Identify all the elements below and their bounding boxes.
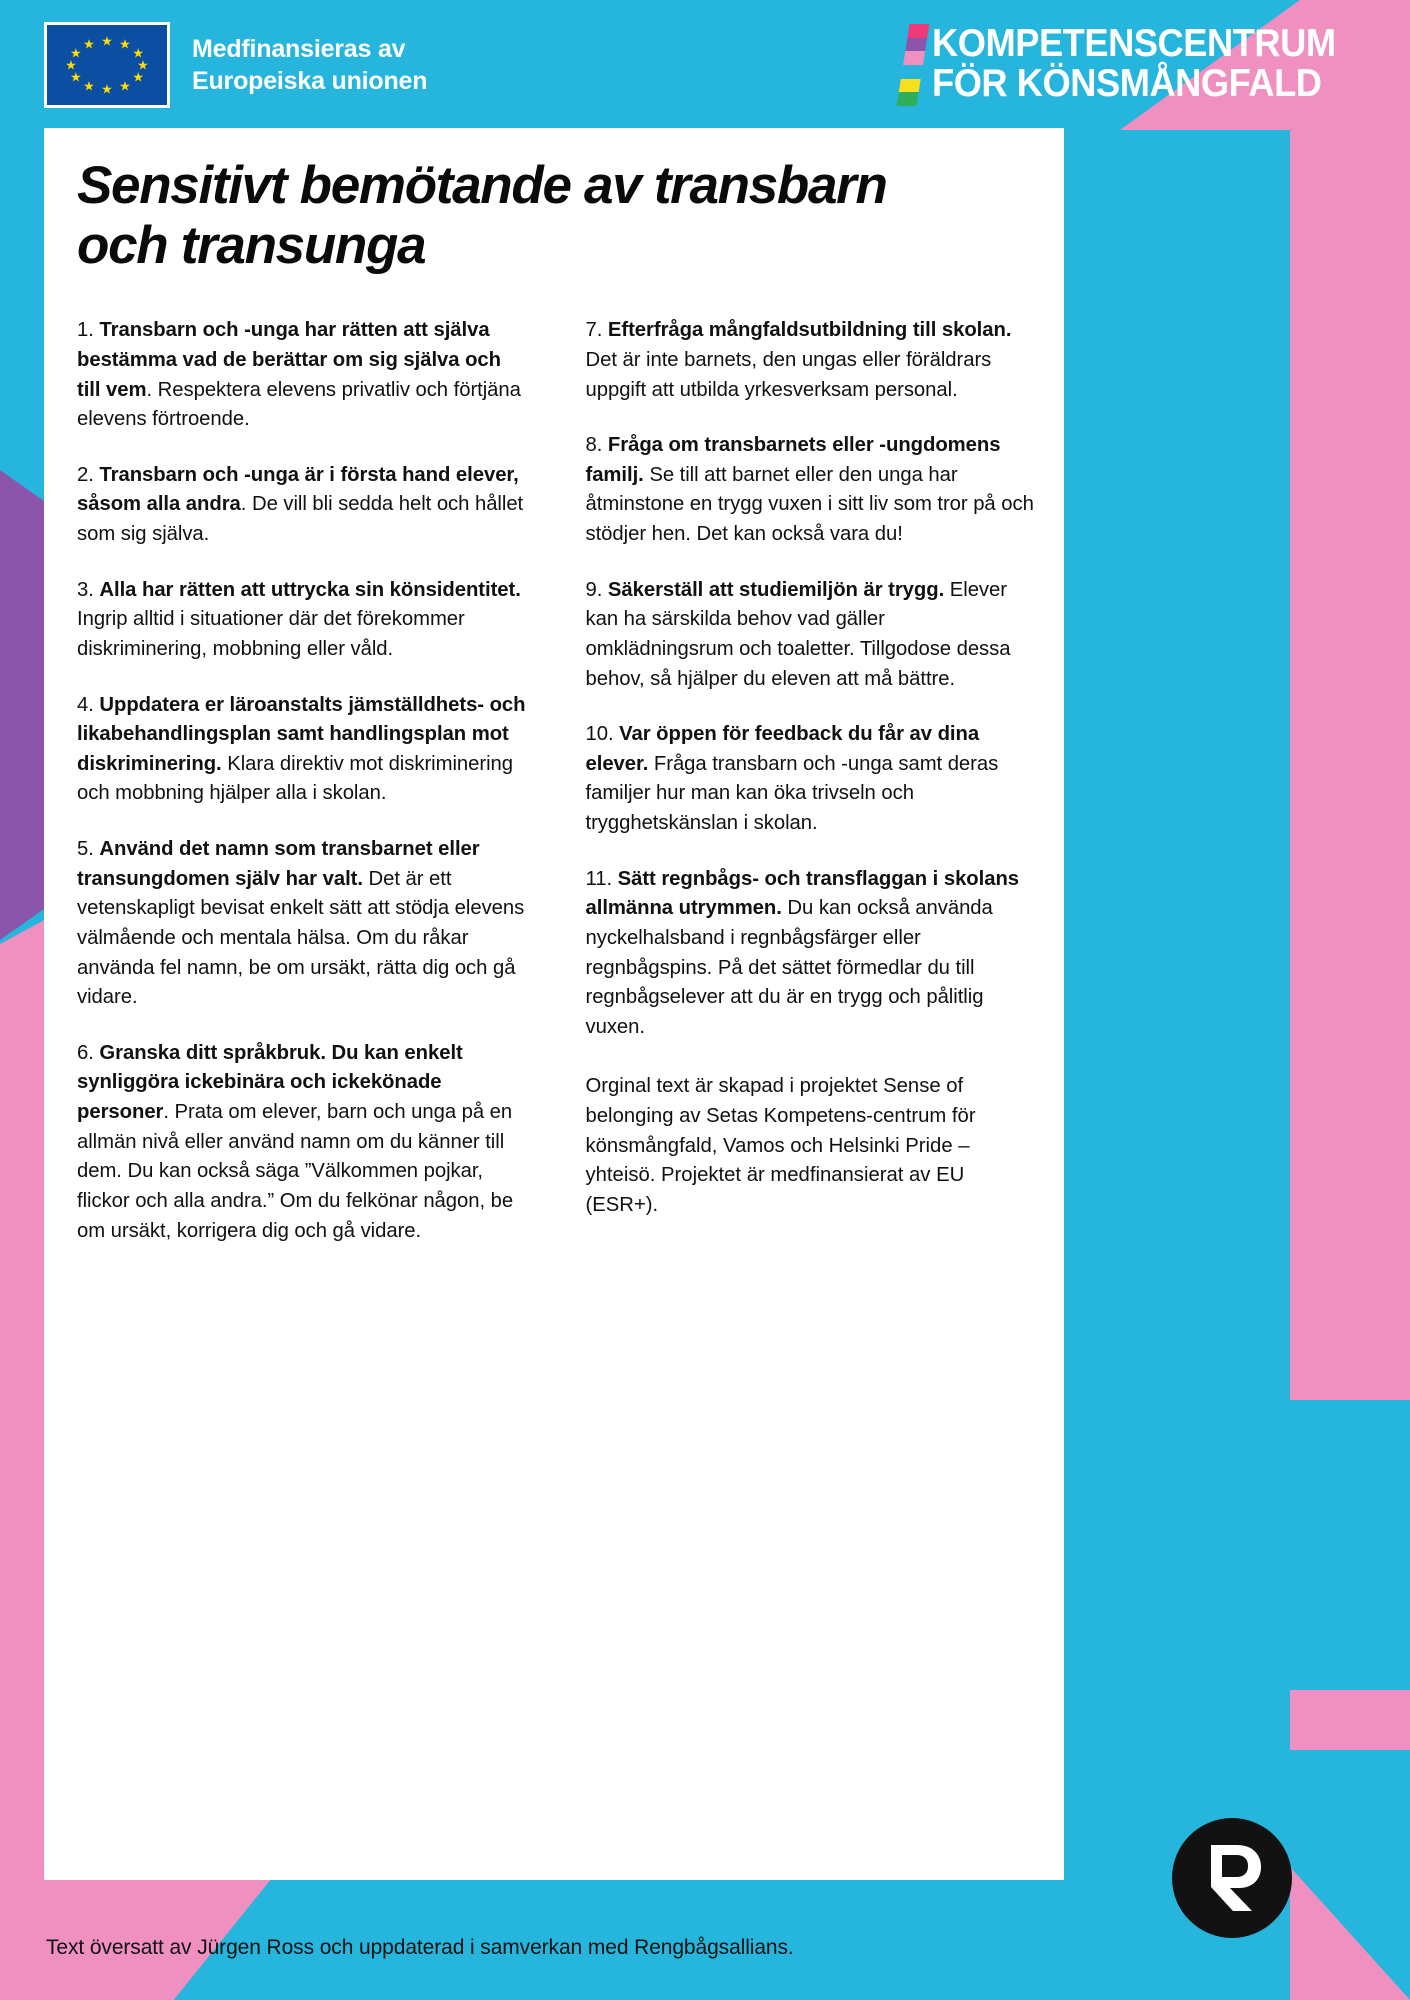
tip-number: 2. bbox=[77, 463, 100, 486]
rainbow-stripe-segment bbox=[903, 51, 925, 65]
tip-number: 5. bbox=[77, 838, 100, 861]
r-circle-logo bbox=[1172, 1818, 1292, 1938]
tip-body: . De vill bli sedda helt och hållet som sig själva. bbox=[77, 493, 524, 546]
kompetenscentrum-logo bbox=[903, 24, 1366, 106]
tip-body: Du kan också använda nyckelhalsband i regnbågsfärger eller regnbågspins. På det sättet förmedlar du till regnbågselever att du är en trygg och pålitlig vuxen. bbox=[585, 897, 993, 1038]
tip-body: . Prata om elever, barn och unga på en allmän nivå eller använd namn om du känner till dem. Du kan också säga ”Välkommen pojkar, flickor och alla andra.” Om du felkönar någon, be om ursäkt, korrigera dig och gå vidare. bbox=[77, 1101, 514, 1242]
tip-body: Elever kan ha särskilda behov vad gäller omklädningsrum och toaletter. Tillgodose dessa behov, så hjälper du eleven att må bättre. bbox=[585, 578, 1011, 690]
eu-star-icon: ★ bbox=[69, 45, 82, 61]
tip-heading: Fråga om transbarnets eller -ungdomens familj. bbox=[585, 434, 1001, 486]
tip-heading: Transbarn och -unga har rätten att själva bestämma vad de berättar om sig själva och till vem bbox=[77, 319, 501, 401]
tip-number: 9. bbox=[585, 578, 608, 601]
kompetenscentrum-logo-text bbox=[932, 24, 1336, 106]
rainbow-stripe-segment bbox=[899, 79, 921, 93]
rainbow-stripe-segment bbox=[907, 24, 929, 38]
closing-paragraph: Orginal text är skapad i projektet Sense of belonging av Setas Kompetens-centrum för könsmångfald, Vamos och Helsinki Pride –yhteisö. Projektet är medfinansierat av EU (ESR+). bbox=[585, 1075, 976, 1216]
eu-star-icon: ★ bbox=[137, 57, 149, 73]
tips-column-left bbox=[77, 296, 529, 1272]
tip-number: 11. bbox=[585, 867, 618, 890]
tip-heading: Sätt regnbågs- och transflaggan i skolans allmänna utrymmen. bbox=[585, 867, 1020, 920]
eu-funding-line-2: Europeiska unionen bbox=[192, 67, 428, 95]
tip-item bbox=[586, 316, 1038, 405]
tip-item bbox=[586, 865, 1038, 1043]
eu-star-icon: ★ bbox=[65, 57, 77, 73]
tip-body: Ingrip alltid i situationer där det förekommer diskriminering, mobbning eller våld. bbox=[77, 608, 465, 660]
rainbow-stripe-segment bbox=[901, 65, 923, 79]
eu-star-icon: ★ bbox=[101, 33, 113, 49]
eu-funding-text bbox=[192, 33, 427, 97]
tip-number: 3. bbox=[77, 578, 100, 601]
tip-body: Fråga transbarn och -unga samt deras familjer hur man kan öka trivseln och trygghetskänslan i skolan. bbox=[585, 752, 999, 835]
tip-number: 4. bbox=[77, 693, 100, 716]
tip-body: Klara direktiv mot diskriminering och mobbning hjälper alla i skolan. bbox=[77, 752, 513, 805]
tip-item bbox=[77, 576, 529, 665]
rainbow-stripe-segment bbox=[905, 38, 927, 52]
eu-stars-group bbox=[47, 25, 167, 105]
translation-credit: Text översatt av Jürgen Ross och uppdaterad i samverkan med Rengbågsallians. bbox=[46, 1936, 794, 1959]
pink-band-right bbox=[1290, 118, 1410, 1408]
tip-number: 8. bbox=[585, 434, 608, 457]
tip-item bbox=[77, 691, 529, 810]
tip-item bbox=[77, 1039, 529, 1246]
eu-star-icon: ★ bbox=[69, 69, 82, 85]
eu-star-icon: ★ bbox=[132, 69, 144, 85]
tips-column-right bbox=[586, 296, 1038, 1272]
tip-heading: Säkerställ att studiemiljön är trygg. bbox=[607, 578, 945, 601]
tip-number: 6. bbox=[77, 1041, 100, 1064]
page-title: Sensitivt bemötande av transbarn och transunga bbox=[77, 156, 887, 275]
tip-heading: Använd det namn som transbarnet eller transungdomen själv har valt. bbox=[77, 838, 480, 890]
tip-number: 7. bbox=[585, 319, 608, 342]
tip-heading: Alla har rätten att uttrycka sin könsidentitet. bbox=[99, 578, 521, 601]
eu-star-icon: ★ bbox=[101, 81, 113, 97]
tips-columns bbox=[77, 296, 1037, 1272]
tip-item bbox=[77, 316, 529, 435]
rainbow-stripe-segment bbox=[896, 92, 918, 106]
eu-star-icon: ★ bbox=[83, 78, 95, 94]
eu-flag-icon bbox=[44, 22, 170, 108]
cyan-band-right bbox=[1290, 1400, 1410, 1730]
eu-funding-block bbox=[44, 22, 427, 108]
rainbow-stripes-icon bbox=[896, 24, 929, 106]
tip-item bbox=[77, 461, 529, 550]
eu-star-icon: ★ bbox=[119, 78, 131, 94]
logo-line-1: KOMPETENSCENTRUM bbox=[931, 22, 1336, 65]
tip-item bbox=[586, 431, 1038, 550]
eu-funding-line-1: Medfinansieras av bbox=[192, 35, 406, 63]
tip-number: 1. bbox=[77, 319, 100, 342]
content-card bbox=[44, 128, 1064, 1880]
tip-heading: Granska ditt språkbruk. Du kan enkelt synliggöra ickebinära och ickekönade personer bbox=[77, 1041, 463, 1124]
tip-heading: Efterfråga mångfaldsutbildning till skolan. bbox=[607, 319, 1012, 342]
eu-star-icon: ★ bbox=[119, 36, 131, 52]
eu-star-icon: ★ bbox=[132, 45, 144, 61]
tip-body: . Respektera elevens privatliv och förtjäna elevens förtroende. bbox=[77, 378, 521, 431]
tip-item bbox=[586, 576, 1038, 695]
tip-body: Det är ett vetenskapligt bevisat enkelt sätt att stödja elevens välmående och mentala hälsa. Om du råkar använda fel namn, be om ursäkt, rätta dig och gå vidare. bbox=[77, 867, 525, 1009]
tip-item bbox=[586, 720, 1038, 839]
eu-star-icon: ★ bbox=[83, 36, 95, 52]
poster-header bbox=[0, 0, 1410, 128]
tip-body: Se till att barnet eller den unga har åtminstone en trygg vuxen i sitt liv som tror på och stödjer hen. Det kan också vara du! bbox=[585, 463, 1034, 546]
tip-heading: Transbarn och -unga är i första hand elever, såsom alla andra bbox=[77, 463, 519, 516]
tip-item bbox=[77, 835, 529, 1013]
tip-heading: Uppdatera er läroanstalts jämställdhets- och likabehandlingsplan samt handlingsplan mot diskriminering. bbox=[77, 693, 526, 775]
logo-line-2: FÖR KÖNSMÅNGFALD bbox=[931, 62, 1322, 106]
tip-heading: Var öppen för feedback du får av dina elever. bbox=[585, 723, 980, 775]
tip-body: Det är inte barnets, den ungas eller föräldrars uppgift att utbilda yrkesverksam personal. bbox=[585, 348, 992, 401]
tip-number: 10. bbox=[585, 723, 620, 746]
